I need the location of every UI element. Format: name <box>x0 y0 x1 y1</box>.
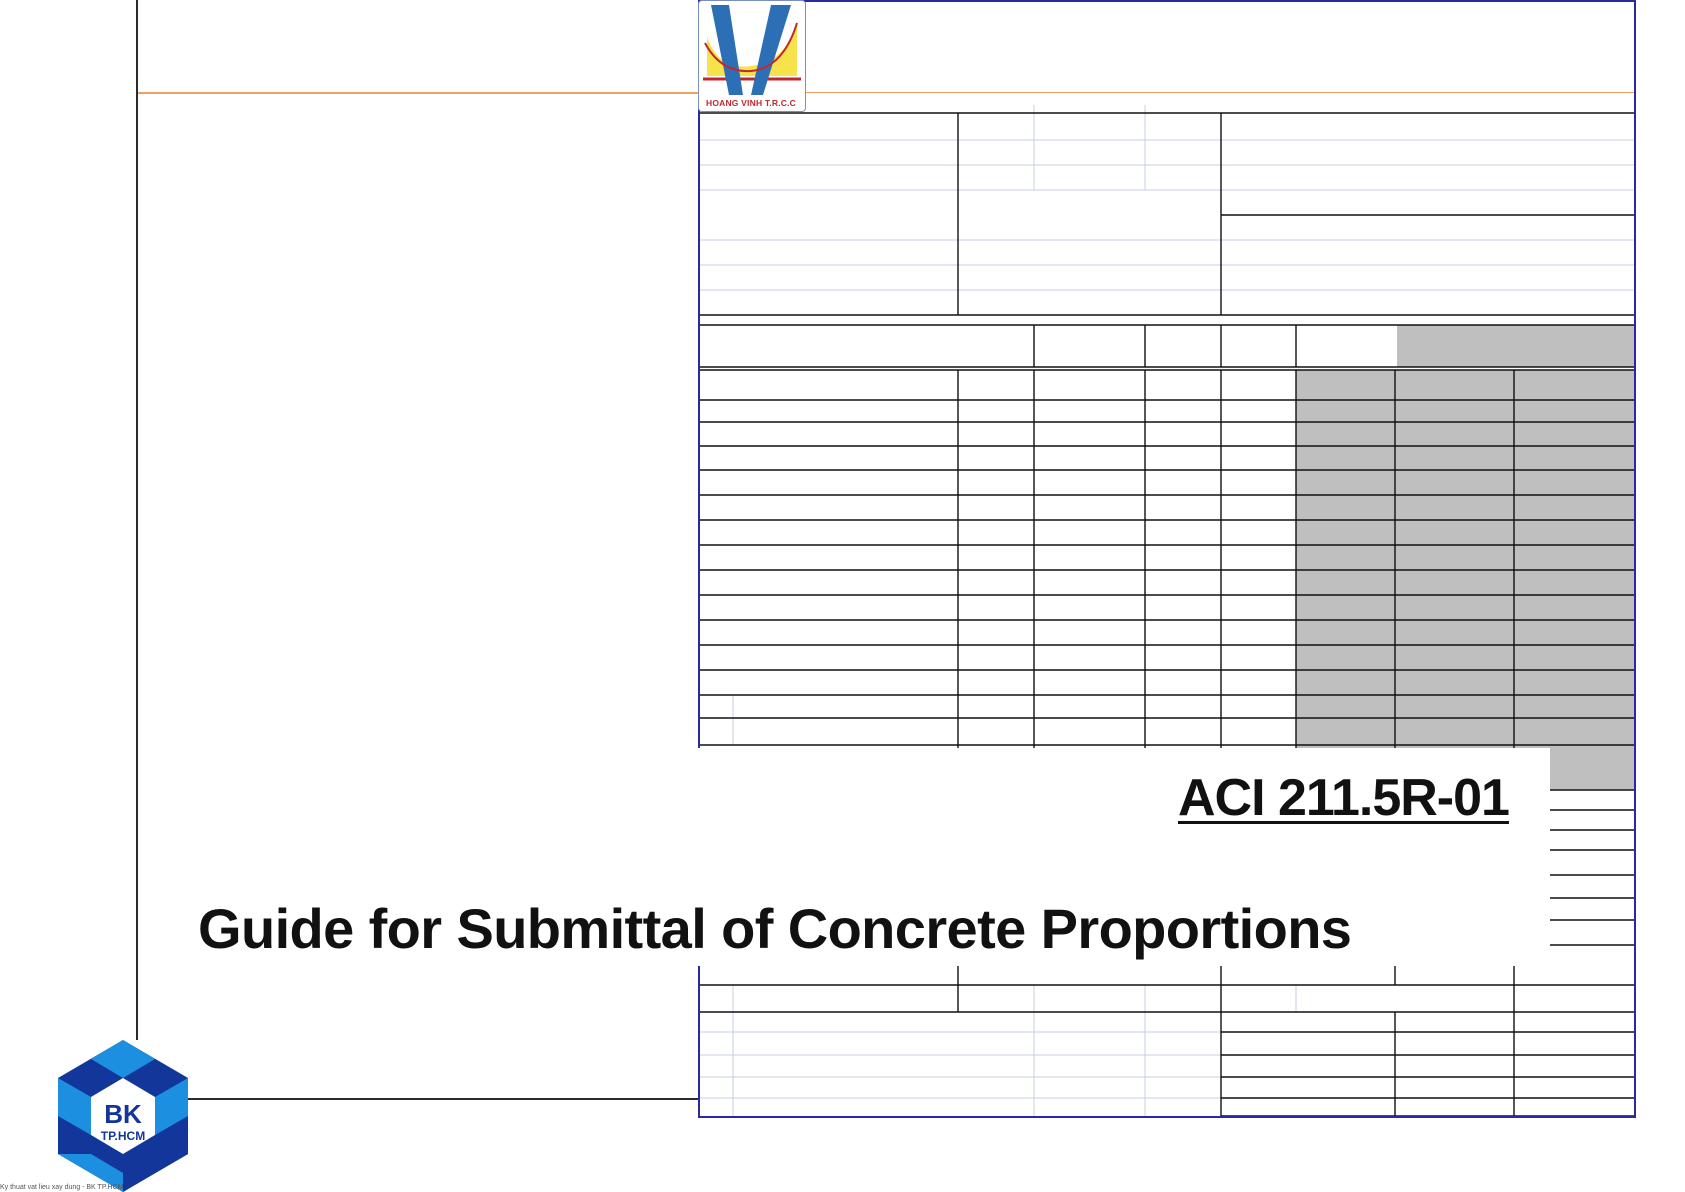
company-name: HOANG VINH T.R.C.C <box>705 98 797 108</box>
document-title: Guide for Submittal of Concrete Proportions <box>198 897 1352 960</box>
university-logo <box>48 1040 198 1192</box>
company-logo-mark-icon <box>699 1 805 111</box>
left-margin-rule <box>136 0 138 1040</box>
header-rule <box>138 92 698 94</box>
company-logo <box>698 0 806 112</box>
footer-rule <box>168 1098 698 1100</box>
bk-initials: BK <box>104 1099 142 1129</box>
document-code: ACI 211.5R-01 <box>1178 769 1509 827</box>
footer-caption: Ky thuat vat lieu xay dung - BK TP.HCM <box>0 1184 124 1191</box>
bk-city: TP.HCM <box>100 1129 146 1143</box>
